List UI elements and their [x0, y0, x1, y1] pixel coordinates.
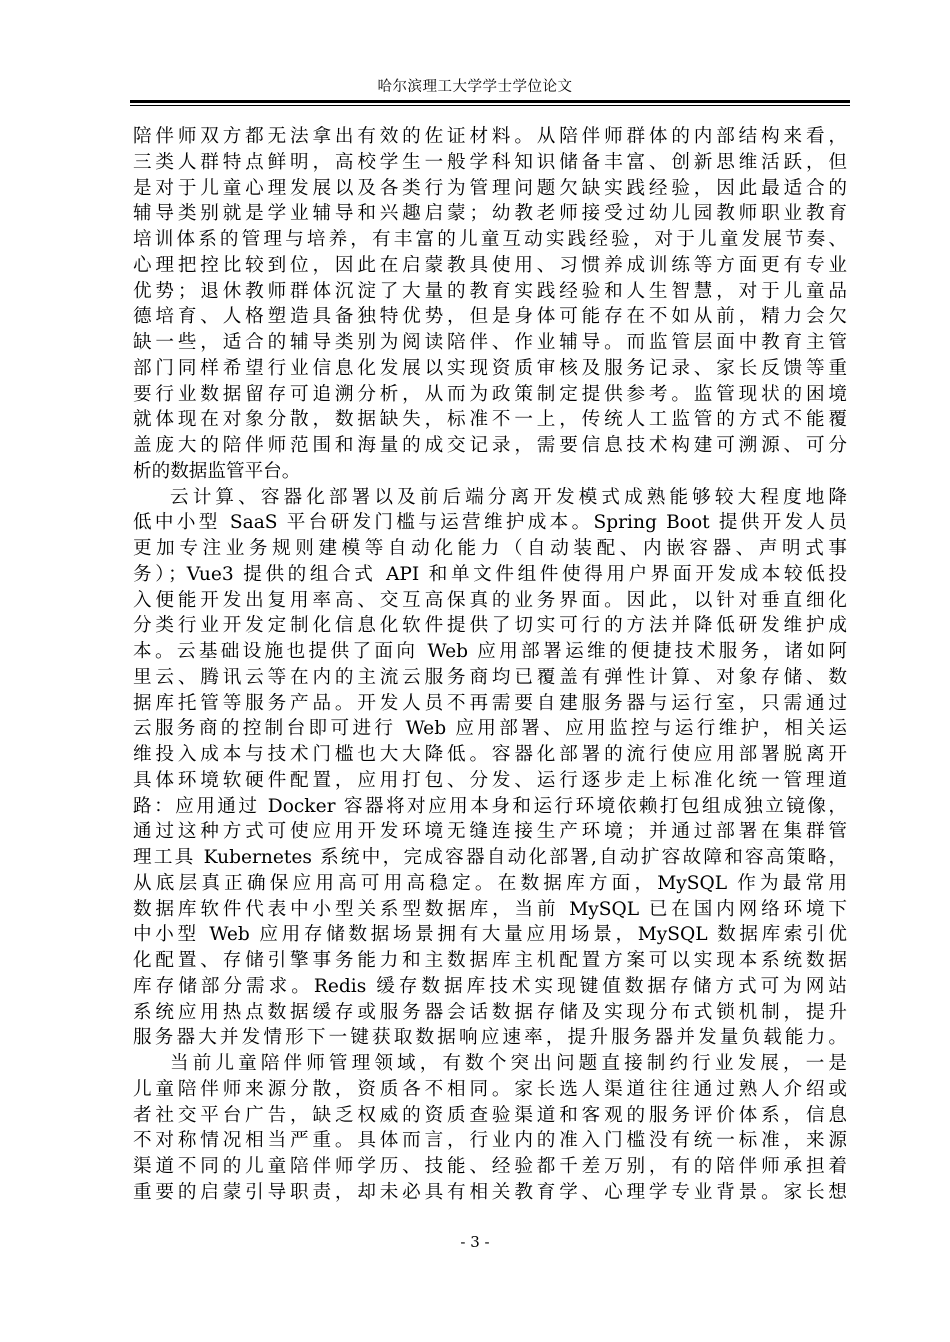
text-line: 部门同样希望行业信息化发展以实现资质审核及服务记录、家长反馈等重: [133, 357, 847, 379]
text-line: 更加专注业务规则建模等自动化能力（自动装配、内嵌容器、声明式事: [133, 538, 847, 559]
text-line: 是对于儿童心理发展以及各类行为管理问题欠缺实践经验，因此最适合的: [133, 177, 847, 199]
text-line: 析的数据监管平台。: [133, 460, 301, 482]
text-line: 陪伴师双方都无法拿出有效的佐证材料。从陪伴师群体的内部结构来看，: [133, 126, 847, 147]
text-line: 渠道不同的儿童陪伴师学历、技能、经验都千差万别，有的陪伴师承担着: [133, 1156, 847, 1177]
text-line: 路：应用通过 Docker 容器将对应用本身和运行环境依赖打包组成独立镜像，: [133, 795, 847, 817]
text-line: 从底层真正确保应用高可用高稳定。在数据库方面，MySQL 作为最常用: [133, 872, 847, 894]
text-line: 低中小型 SaaS 平台研发门槛与运营维护成本。Spring Boot 提供开发人员: [133, 512, 847, 534]
body-text: [133, 124, 847, 1206]
text-line: 分类行业开发定制化信息化软件提供了切实可行的方法并降低研发维护成: [133, 615, 847, 637]
text-line: 不对称情况相当严重。具体而言，行业内的准入门槛没有统一标准，来源: [133, 1130, 847, 1152]
text-line: 心理把控比较到位，因此在启蒙教具使用、习惯养成训练等方面更有专业: [133, 254, 847, 276]
text-line: 库存储部分需求。Redis 缓存数据库技术实现键值数据存储方式可为网站: [133, 975, 847, 997]
page-number: - 3 -: [460, 1233, 490, 1251]
text-line: 培训体系的管理与培养，有丰富的儿童互动实践经验，对于儿童发展节奏、: [133, 229, 847, 250]
text-line: 云服务商的控制台即可进行 Web 应用部署、应用监控与运行维护，相关运: [133, 718, 847, 740]
text-line: 化配置、存储引擎事务能力和主数据库主机配置方案可以实现本系统数据: [133, 950, 847, 971]
text-line: 者社交平台广告，缺乏权威的资质查验渠道和客观的服务评价体系，信息: [133, 1104, 847, 1126]
text-line: 入便能开发出复用率高、交互高保真的业务界面。因此，以针对垂直细化: [133, 589, 847, 611]
text-line: 儿童陪伴师来源分散，资质各不相同。家长选人渠道往往通过熟人介绍或: [133, 1078, 847, 1100]
text-line: 三类人群特点鲜明，高校学生一般学科知识储备丰富、创新思维活跃，但: [133, 151, 847, 173]
text-line: 据库托管等服务产品。开发人员不再需要自建服务器与运行室，只需通过: [133, 692, 847, 714]
text-line: 重要的启蒙引导职责，却未必具有相关教育学、心理学专业背景。家长想: [133, 1181, 847, 1203]
text-line: 系统应用热点数据缓存或服务器会话数据存储及实现分布式锁机制，提升: [133, 1001, 847, 1023]
text-line: 优势；退休教师群体沉淀了大量的教育实践经验和人生智慧，对于儿童品: [133, 280, 847, 302]
text-line: 里云、腾讯云等在内的主流云服务商均已覆盖有弹性计算、对象存储、数: [133, 666, 847, 688]
text-line: 中小型 Web 应用存储数据场景拥有大量应用场景，MySQL 数据库索引优: [133, 924, 847, 946]
text-line: 就体现在对象分散，数据缺失，标准不一上，传统人工监管的方式不能覆: [133, 409, 847, 431]
text-line: 要行业数据留存可追溯分析，从而为政策制定提供参考。监管现状的困境: [133, 383, 847, 405]
text-line: 务）；Vue3 提供的组合式 API 和单文件组件使得用户界面开发成本较低投: [133, 563, 847, 585]
text-line: 德培育、人格塑造具备独特优势，但是身体可能存在不如从前，精力会欠: [133, 306, 847, 328]
text-line: 具体环境软硬件配置，应用打包、分发、运行逐步走上标准化统一管理道: [133, 769, 847, 791]
header-rule-thin: [130, 105, 850, 106]
text-line: 当前儿童陪伴师管理领域，有数个突出问题直接制约行业发展，一是: [170, 1053, 847, 1074]
text-line: 维投入成本与技术门槛也大大降低。容器化部署的流行使应用部署脱离开: [133, 744, 847, 765]
text-line: 数据库软件代表中小型关系型数据库，当前 MySQL 已在国内网络环境下: [133, 898, 847, 920]
text-line: 本。云基础设施也提供了面向 Web 应用部署运维的便捷技术服务，诸如阿: [133, 641, 847, 662]
running-header: 哈尔滨理工大学学士学位论文: [377, 79, 573, 95]
text-line: 通过这种方式可使应用开发环境无缝连接生产环境；并通过部署在集群管: [133, 821, 847, 843]
text-line: 服务器大并发情形下一键获取数据响应速率，提升服务器并发量负载能力。: [133, 1027, 847, 1049]
text-line: 盖庞大的陪伴师范围和海量的成交记录，需要信息技术构建可溯源、可分: [133, 435, 847, 456]
header-rule-thick: [130, 100, 850, 103]
text-line: 辅导类别就是学业辅导和兴趣启蒙；幼教老师接受过幼儿园教师职业教育: [133, 203, 847, 225]
text-line: 云计算、容器化部署以及前后端分离开发模式成熟能够较大程度地降: [170, 486, 847, 508]
text-line: 缺一些，适合的辅导类别为阅读陪伴、作业辅导。而监管层面中教育主管: [133, 332, 847, 353]
text-line: 理工具 Kubernetes 系统中，完成容器自动化部署,自动扩容故障和容高策略，: [133, 847, 847, 868]
